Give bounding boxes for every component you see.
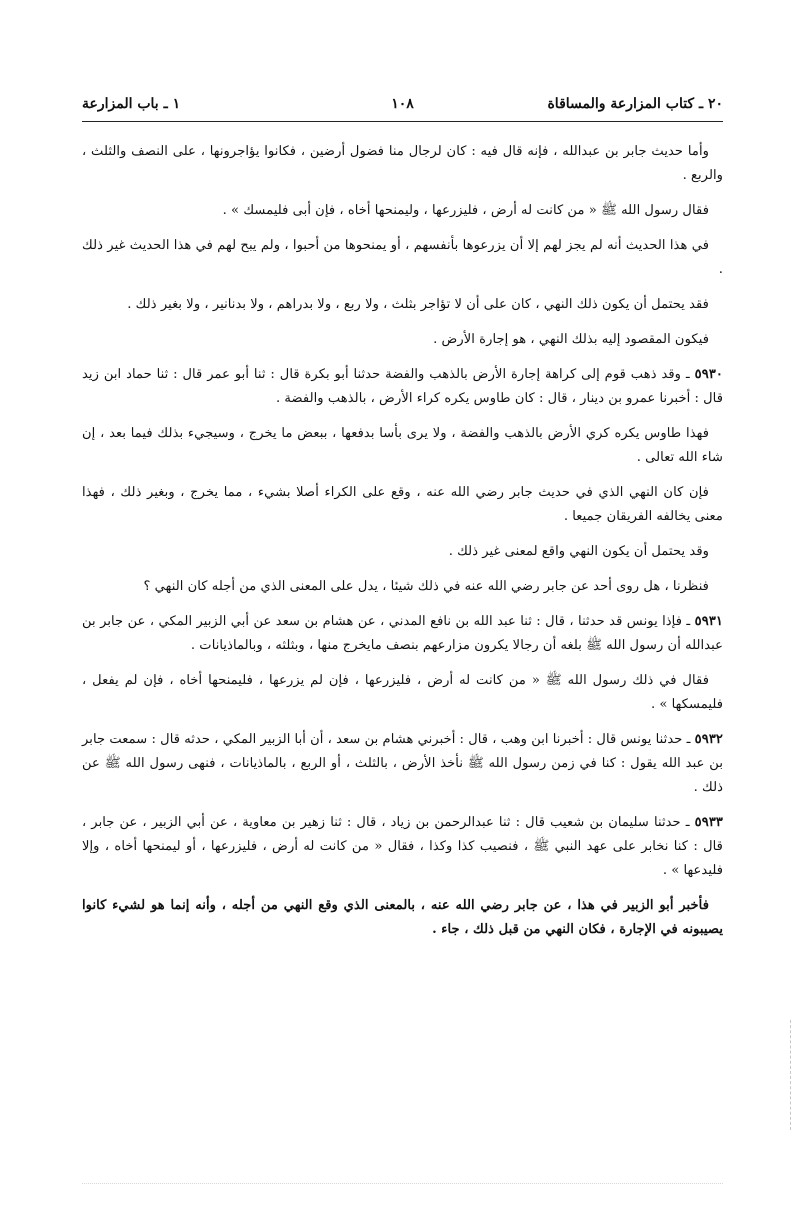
hadith-number: ٥٩٣٠: [694, 367, 723, 382]
section-title: ١ ـ باب المزارعة: [82, 96, 181, 112]
bottom-scan-line: [82, 1183, 723, 1184]
hadith-5933: ٥٩٣٣ ـ حدثنا سليمان بن شعيب قال : ثنا عبدالرحمن بن زياد ، قال : ثنا زهير بن معاوية ، عن أبي الزبير ، عن جابر ، قال : كنا نخابر على عهد النبي ﷺ ، فنصيب كذا وكذا ، فقال « من كانت له أرض ، فليزرعها ، أو ليمنحها أخاه ، وإلا فليدعها » .: [82, 815, 723, 878]
header-rule: [82, 121, 723, 122]
margin-scan-mark: [790, 1020, 791, 1130]
page-body: [82, 140, 723, 953]
paragraph-5: فيكون المقصود إليه بذلك النهي ، هو إجارة الأرض .: [433, 332, 709, 347]
paragraph-12: فقال في ذلك رسول الله ﷺ « من كانت له أرض ، فليزرعها ، فإن لم يزرعها ، فليمنحها أخاه ، فإن لم يفعل ، فليمسكها » .: [82, 673, 723, 712]
hadith-number: ٥٩٣٣: [694, 815, 723, 830]
paragraph-2: فقال رسول الله ﷺ « من كانت له أرض ، فليزرعها ، وليمنحها أخاه ، فإن أبى فليمسك » .: [222, 203, 709, 218]
hadith-number: ٥٩٣١: [694, 614, 723, 629]
paragraph-15: فأخبر أبو الزبير في هذا ، عن جابر رضي الله عنه ، بالمعنى الذي وقع النهي من أجله ، وأنه إنما هو لشيء كانوا يصيبونه في الإجارة ، فكان النهي من قبل ذلك ، جاء .: [82, 898, 723, 937]
hadith-5932: ٥٩٣٢ ـ حدثنا يونس قال : أخبرنا ابن وهب ، قال : أخبرني هشام بن سعد ، أن أبا الزبير المكي ، حدثه قال : سمعت جابر بن عبد الله يقول : كنا في زمن رسول الله ﷺ نأخذ الأرض ، بالثلث ، أو الربع ، بالماذيانات ، فنهى رسول الله ﷺ عن ذلك .: [82, 732, 723, 795]
paragraph-10: فنظرنا ، هل روى أحد عن جابر رضي الله عنه في ذلك شيئا ، يدل على المعنى الذي من أجله كان النهي ؟: [143, 579, 709, 594]
page-number: ١٠٨: [391, 96, 414, 112]
paragraph-9: وقد يحتمل أن يكون النهي واقع لمعنى غير ذلك .: [448, 544, 709, 559]
paragraph-7: فهذا طاوس يكره كري الأرض بالذهب والفضة ، ولا يرى بأسا بدفعها ، ببعض ما يخرج ، وسيجيء بذلك فيما بعد ، إن شاء الله تعالى .: [82, 426, 723, 465]
hadith-5930: ٥٩٣٠ ـ وقد ذهب قوم إلى كراهة إجارة الأرض بالذهب والفضة حدثنا أبو بكرة قال : ثنا أبو عمر قال : ثنا حماد ابن زيد قال : أخبرنا عمرو بن دينار ، قال : كان طاوس يكره كراء الأرض ، بالذهب والفضة .: [82, 367, 723, 406]
hadith-number: ٥٩٣٢: [694, 732, 723, 747]
running-header: [82, 96, 723, 120]
hadith-5931: ٥٩٣١ ـ فإذا يونس قد حدثنا ، قال : ثنا عبد الله بن نافع المدني ، عن هشام بن سعد عن أبي الزبير المكي ، عن جابر بن عبدالله أن رسول الله ﷺ بلغه أن رجالا يكرون مزارعهم بنصف مايخرج منها ، وبثلثه ، وبالماذيانات .: [82, 614, 723, 653]
paragraph-1: وأما حديث جابر بن عبدالله ، فإنه قال فيه : كان لرجال منا فضول أرضين ، فكانوا يؤاجرونها ، على النصف والثلث ، والربع .: [82, 144, 723, 183]
paragraph-3: في هذا الحديث أنه لم يجز لهم إلا أن يزرعوها بأنفسهم ، أو يمنحوها من أحبوا ، ولم يبح لهم في هذا الحديث غير ذلك .: [82, 238, 723, 277]
paragraph-4: فقد يحتمل أن يكون ذلك النهي ، كان على أن لا تؤاجر بثلث ، ولا ربع ، ولا بدراهم ، ولا بدنانير ، ولا بغير ذلك .: [127, 297, 709, 312]
book-chapter-title: ٢٠ ـ كتاب المزارعة والمساقاة: [547, 96, 723, 112]
paragraph-8: فإن كان النهي الذي في حديث جابر رضي الله عنه ، وقع على الكراء أصلا بشيء ، مما يخرج ، وبغير ذلك ، فهذا معنى يخالفه الفريقان جميعا .: [82, 485, 723, 524]
